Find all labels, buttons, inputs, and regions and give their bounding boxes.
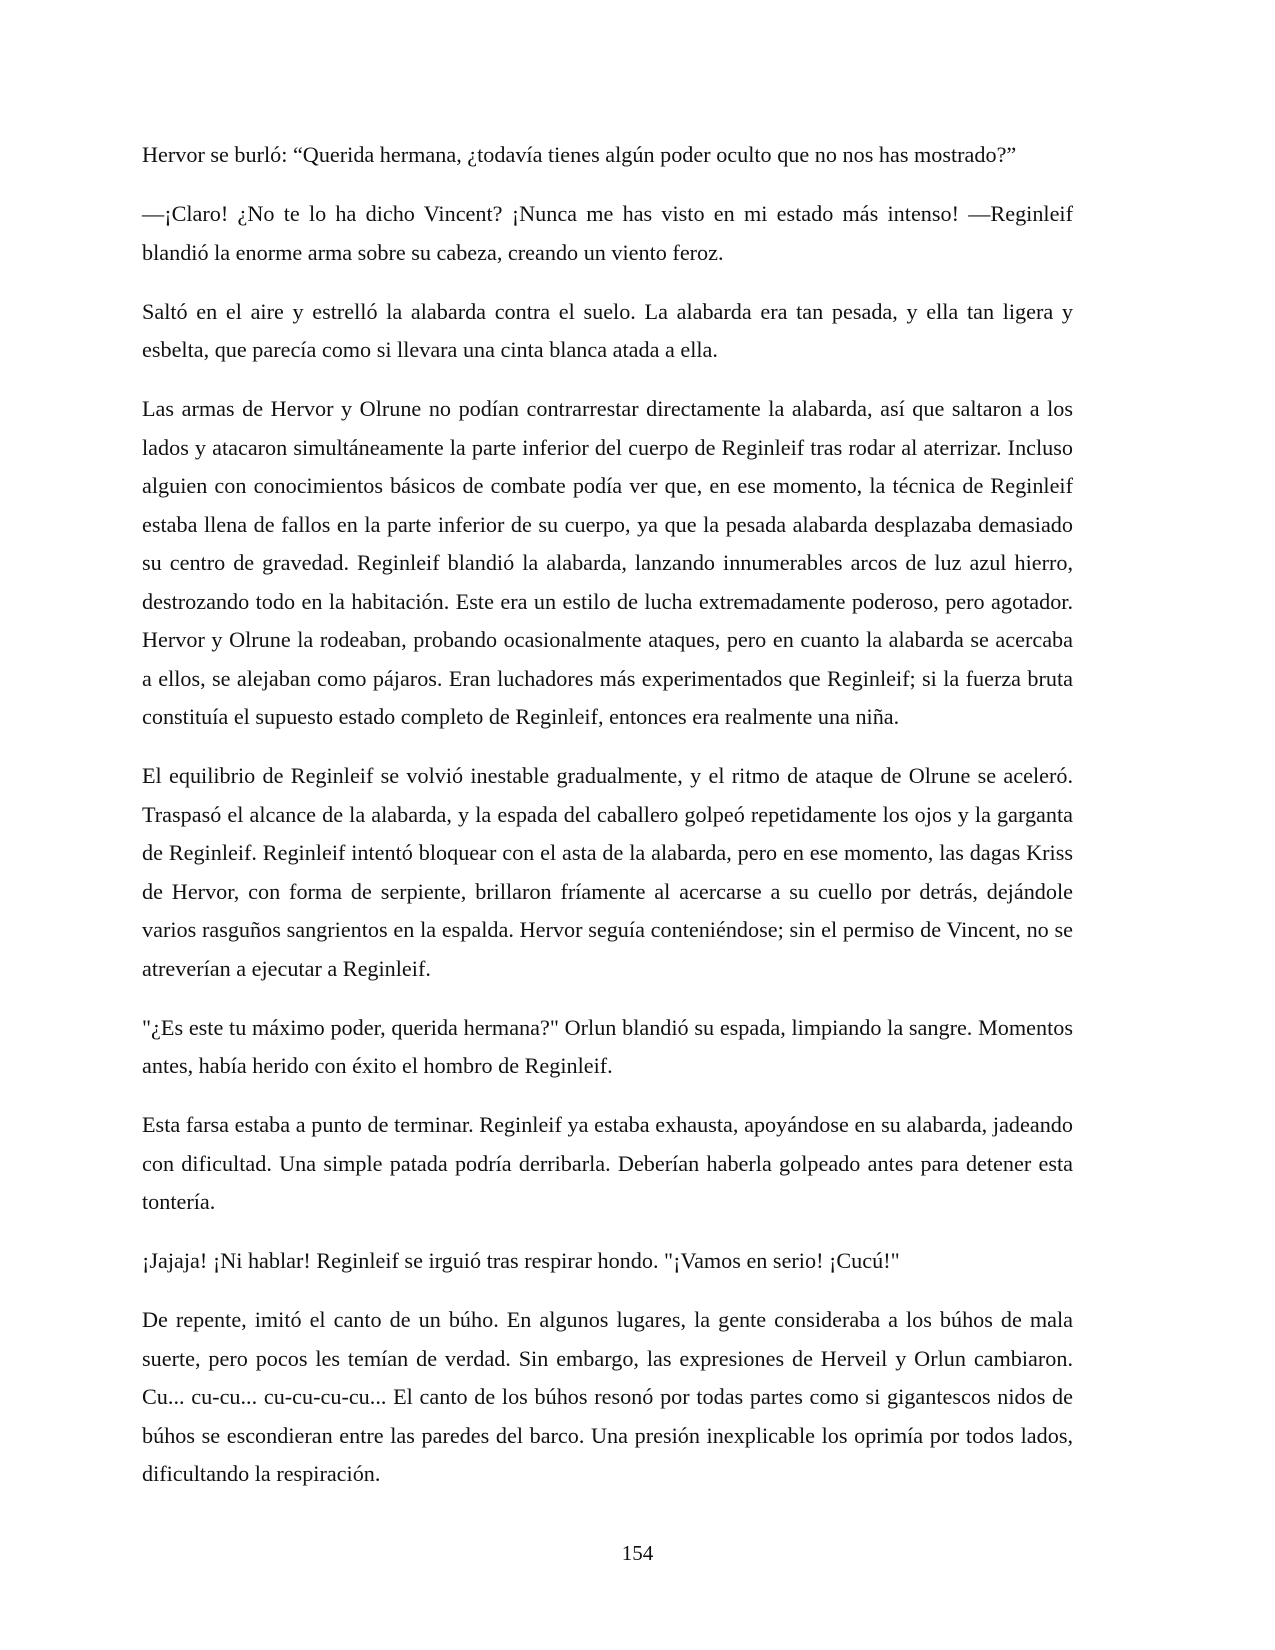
paragraph: Saltó en el aire y estrelló la alabarda contra el suelo. La alabarda era tan pesada, y ella tan ligera y esbelta, que parecía como si llevara una cinta blanca atada a ella. bbox=[142, 298, 1073, 362]
paragraph: —¡Claro! ¿No te lo ha dicho Vincent? ¡Nunca me has visto en mi estado más intenso! —Reginleif blandió la enorme arma sobre su cabeza, creando un viento feroz. bbox=[142, 201, 1073, 265]
page-number: 154 bbox=[621, 1541, 654, 1565]
paragraph: Hervor se burló: “Querida hermana, ¿todavía tienes algún poder oculto que no nos has mostrado?” bbox=[142, 142, 1017, 167]
paragraph: ¡Jajaja! ¡Ni hablar! Reginleif se irguió tras respirar hondo. "¡Vamos en serio! ¡Cucú!" bbox=[142, 1248, 900, 1273]
paragraph: Esta farsa estaba a punto de terminar. Reginleif ya estaba exhausta, apoyándose en su alabarda, jadeando con dificultad. Una simple patada podría derribarla. Deberían haberla golpeado antes para detener esta tontería. bbox=[142, 1112, 1073, 1214]
paragraph: Las armas de Hervor y Olrune no podían contrarrestar directamente la alabarda, así que saltaron a los lados y atacaron simultáneamente la parte inferior del cuerpo de Reginleif tras rodar al aterrizar. Incluso alguien con conocimientos básicos de combate podía ver que, en ese momento, la técnica de Reginleif estaba llena de fallos en la parte inferior de su cuerpo, ya que la pesada alabarda desplazaba demasiado su centro de gravedad. Reginleif blandió la alabarda, lanzando innumerables arcos de luz azul hierro, destrozando todo en la habitación. Este era un estilo de lucha extremadamente poderoso, pero agotador. Hervor y Olrune la rodeaban, probando ocasionalmente ataques, pero en cuanto la alabarda se acercaba a ellos, se alejaban como pájaros. Eran luchadores más experimentados que Reginleif; si la fuerza bruta constituía el supuesto estado completo de Reginleif, entonces era realmente una niña. bbox=[142, 396, 1073, 729]
paragraph: De repente, imitó el canto de un búho. En algunos lugares, la gente consideraba a los búhos de mala suerte, pero pocos les temían de verdad. Sin embargo, las expresiones de Herveil y Orlun cambiaron. Cu... cu-cu... cu-cu-cu-cu... El canto de los búhos resonó por todas partes como si gigantescos nidos de búhos se escondieran entre las paredes del barco. Una presión inexplicable los oprimía por todos lados, dificultando la respiración. bbox=[142, 1307, 1073, 1486]
page-body-text bbox=[142, 136, 1073, 1494]
paragraph: "¿Es este tu máximo poder, querida hermana?" Orlun blandió su espada, limpiando la sangre. Momentos antes, había herido con éxito el hombro de Reginleif. bbox=[142, 1014, 1073, 1078]
paragraph: El equilibrio de Reginleif se volvió inestable gradualmente, y el ritmo de ataque de Olrune se aceleró. Traspasó el alcance de la alabarda, y la espada del caballero golpeó repetidamente los ojos y la garganta de Reginleif. Reginleif intentó bloquear con el asta de la alabarda, pero en ese momento, las dagas Kriss de Hervor, con forma de serpiente, brillaron fríamente al acercarse a su cuello por detrás, dejándole varios rasguños sangrientos en la espalda. Hervor seguía conteniéndose; sin el permiso de Vincent, no se atreverían a ejecutar a Reginleif. bbox=[142, 763, 1073, 981]
